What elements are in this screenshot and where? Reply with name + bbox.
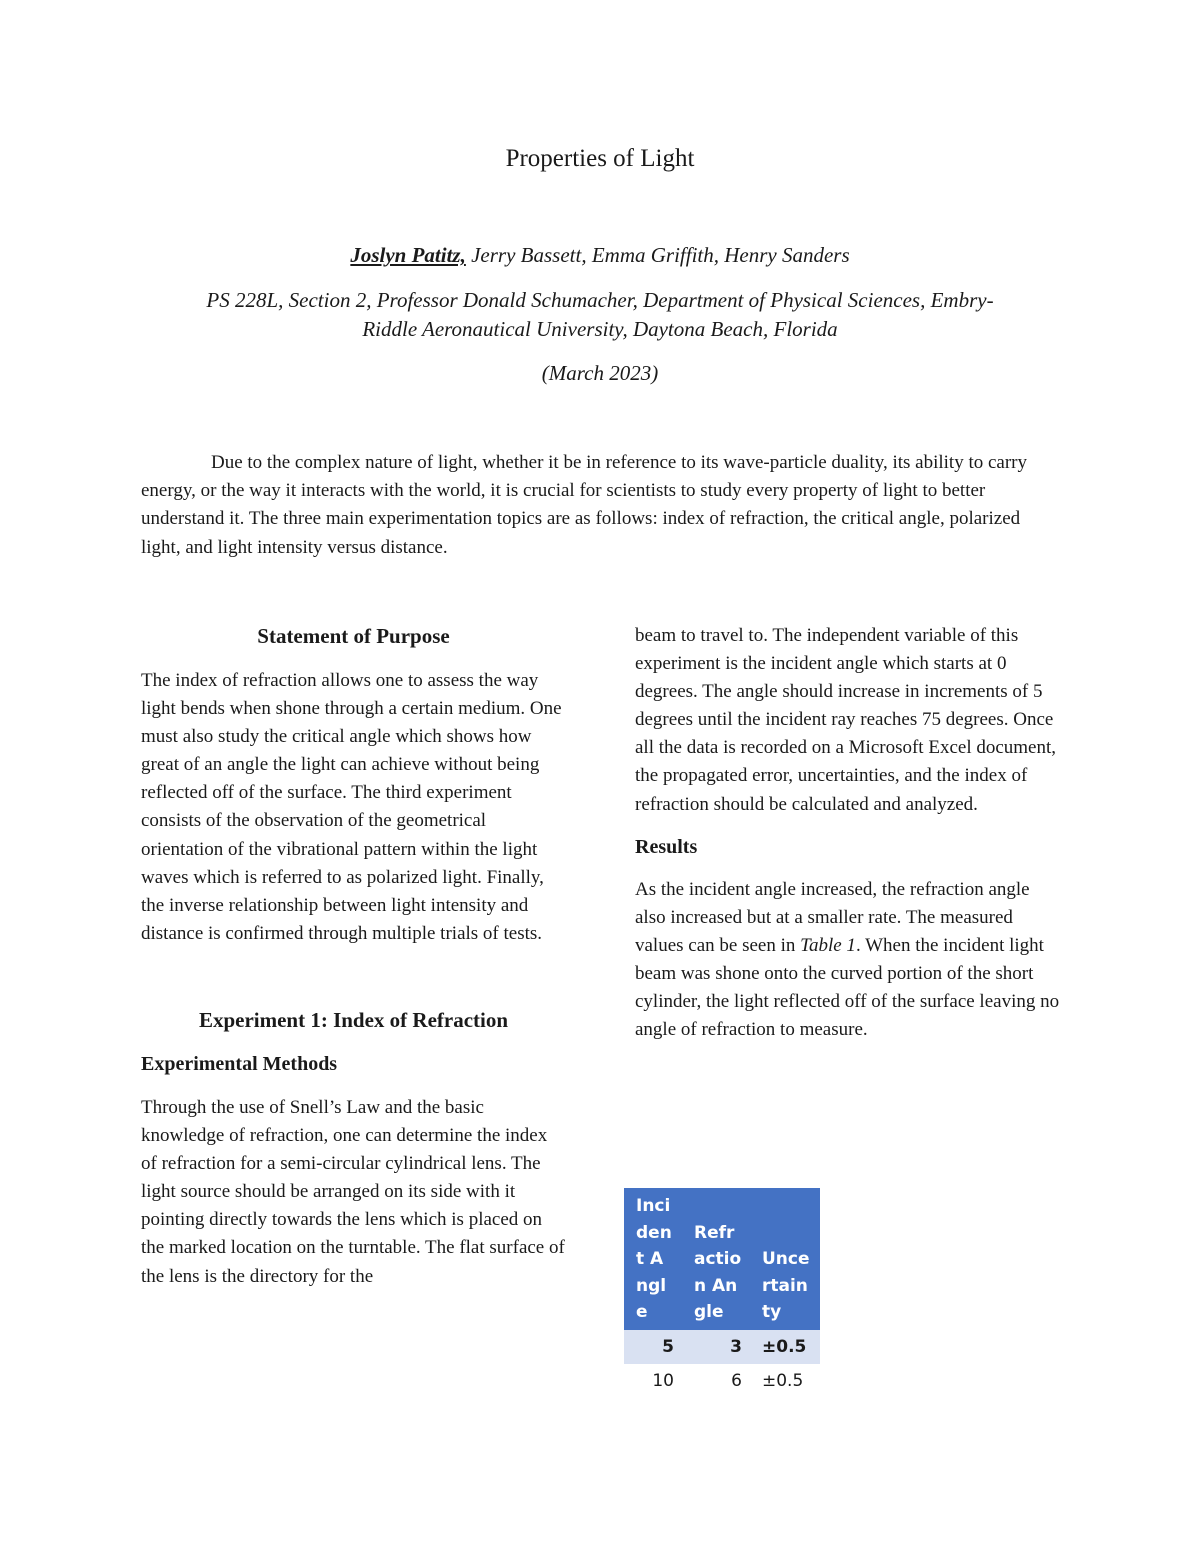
left-column <box>141 622 566 1291</box>
results-text-start: As the incident angle increased, the refraction angle also increased but at a smaller rate. The measured values can be seen in <box>635 878 1030 956</box>
right-column <box>635 622 1060 1044</box>
incident-angle-cell: 5 <box>624 1330 682 1364</box>
header-uncertainty: Uncertainty <box>750 1188 820 1330</box>
refraction-angle-cell: 6 <box>682 1364 750 1398</box>
purpose-heading: Statement of Purpose <box>257 624 450 648</box>
experiment1-heading: Experiment 1: Index of Refraction <box>198 1007 509 1032</box>
refraction-angle-cell: 3 <box>682 1330 750 1364</box>
refraction-data-table <box>624 1188 820 1398</box>
uncertainty-cell: ±0.5 <box>750 1330 820 1364</box>
lead-author: Joslyn Patitz, <box>350 243 466 267</box>
results-body <box>635 876 1060 1045</box>
author-list <box>0 241 1200 269</box>
publication-date: (March 2023) <box>541 361 659 385</box>
table-row <box>624 1364 820 1398</box>
abstract-paragraph: Due to the complex nature of light, whether it be in reference to its wave-particle duality, its ability to carry energy, or the way it interacts with the world, it is crucial for scientists to study every property of light to better understand it. The three main experimentation topics are as follows: index of refraction, the critical angle, polarized light, and light intensity versus distance. <box>141 452 1028 558</box>
header-refraction-angle: Refraction Angle <box>682 1188 750 1330</box>
methods-body: Through the use of Snell’s Law and the basic knowledge of refraction, one can determine the index of refraction for a semi-circular cylindrical lens. The light source should be arranged on its side with it pointing directly towards the lens which is placed on the marked location on the turntable. The flat surface of the lens is the directory for the <box>141 1096 565 1287</box>
methods-continued: beam to travel to. The independent variable of this experiment is the incident angle which starts at 0 degrees. The angle should increase in increments of 5 degrees until the incident ray reaches 75 degrees. Once all the data is recorded on a Microsoft Excel document, the propagated error, uncertainties, and the index of refraction should be calculated and analyzed. <box>635 625 1057 815</box>
affiliation-line-1: PS 228L, Section 2, Professor Donald Schumacher, Department of Physical Sciences, Embry- <box>206 288 994 312</box>
purpose-body: The index of refraction allows one to assess the way light bends when shone through a certain medium. One must also study the critical angle which shows how great of an angle the light can achieve without being reflected off of the surface. The third experiment consists of the observation of the geometrical orientation of the vibrational pattern within the light waves which is referred to as polarized light. Finally, the inverse relationship between light intensity and distance is confirmed through multiple trials of tests. <box>141 670 562 944</box>
table-header-row <box>624 1188 820 1330</box>
header-incident-angle: Incident Angle <box>624 1188 682 1330</box>
methods-heading: Experimental Methods <box>141 1052 338 1075</box>
results-heading: Results <box>635 835 698 858</box>
results-text-end: . When the incident light beam was shone onto the curved portion of the short cylinder, the light reflected off of the surface leaving no angle of refraction to measure. <box>635 934 1060 1041</box>
affiliation <box>140 286 1060 344</box>
affiliation-line-2: Riddle Aeronautical University, Daytona Beach, Florida <box>362 317 838 341</box>
uncertainty-cell: ±0.5 <box>750 1364 820 1398</box>
co-authors: Jerry Bassett, Emma Griffith, Henry Sanders <box>465 243 850 267</box>
table-reference: Table 1 <box>800 934 856 956</box>
incident-angle-cell: 10 <box>624 1364 682 1398</box>
table-row <box>624 1330 820 1364</box>
paper-title: Properties of Light <box>505 145 695 172</box>
